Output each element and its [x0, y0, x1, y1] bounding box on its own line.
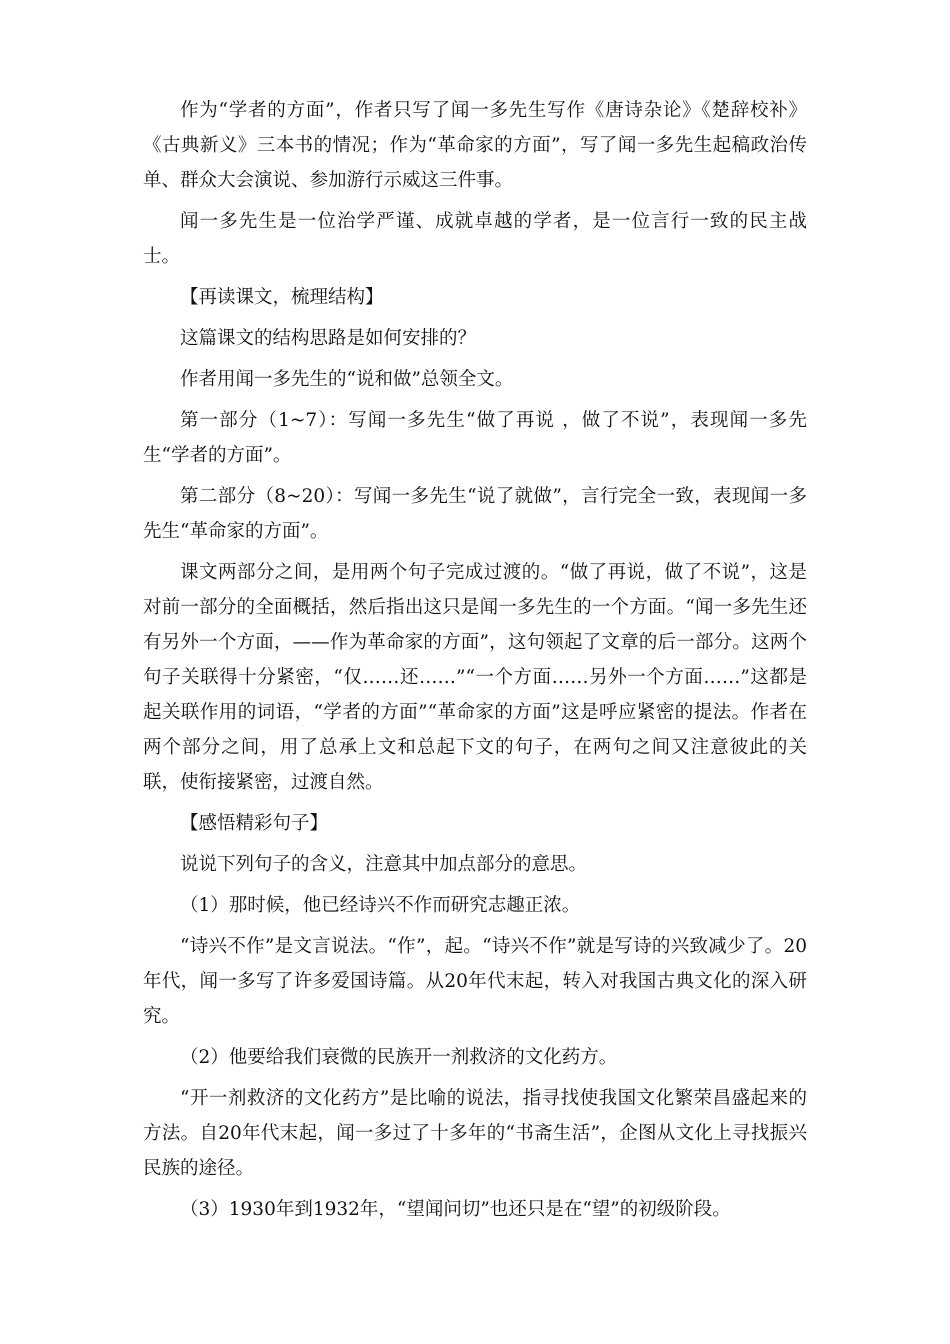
- paragraph-transition: 课文两部分之间，是用两个句子完成过渡的。“做了再说，做了不说”，这是对前一部分的全面概括，然后指出这只是闻一多先生的一个方面。“闻一多先生还有另外一个方面，——作为革命家的方面”，这句领起了文章的后一部分。这两个句子关联得十分紧密，“仅……还……”“一个方面……另外一个方面……”这都是起关联作用的词语，“学者的方面”“革命家的方面”这是呼应紧密的提法。作者在两个部分之间，用了总承上文和总起下文的句子，在两句之间又注意彼此的关联，使衔接紧密，过渡自然。: [143, 562, 807, 793]
- paragraph-instruction: 说说下列句子的含义，注意其中加点部分的意思。: [180, 854, 588, 875]
- paragraph-part-one: 第一部分（1~7）：写闻一多先生“做了再说 ，做了不说”，表现闻一多先生“学者的方面”。: [143, 410, 807, 466]
- sentence-explanation-1: “诗兴不作”是文言说法。“作”，起。“诗兴不作”就是写诗的兴致减少了。20年代，闻一多写了许多爱国诗篇。从20年代末起，转入对我国古典文化的深入研究。: [143, 936, 807, 1027]
- paragraph-question-structure: 这篇课文的结构思路是如何安排的？: [180, 328, 477, 349]
- section-heading-structure: 【再读课文，梳理结构】: [180, 287, 384, 308]
- document-body: [143, 93, 807, 1233]
- section-heading-sentences: 【感悟精彩句子】: [180, 813, 329, 834]
- paragraph-summary: 闻一多先生是一位治学严谨、成就卓越的学者，是一位言行一致的民主战士。: [143, 211, 807, 267]
- sentence-item-3: （3）1930年到1932年，“望闻问切”也还只是在“望”的初级阶段。: [180, 1199, 731, 1220]
- paragraph-overview: 作者用闻一多先生的“说和做”总领全文。: [180, 369, 514, 390]
- sentence-explanation-2: “开一剂救济的文化药方”是比喻的说法，指寻找使我国文化繁荣昌盛起来的方法。自20年代末起，闻一多过了十多年的“书斋生活”，企图从文化上寻找振兴民族的途径。: [143, 1088, 807, 1179]
- sentence-item-1: （1）那时候，他已经诗兴不作而研究志趣正浓。: [180, 895, 581, 916]
- paragraph-scholar-aspect: 作为“学者的方面”，作者只写了闻一多先生写作《唐诗杂论》《楚辞校补》《古典新义》三本书的情况；作为“革命家的方面”，写了闻一多先生起稿政治传单、群众大会演说、参加游行示威这三件事。: [143, 100, 807, 191]
- sentence-item-2: （2）他要给我们衰微的民族开一剂救济的文化药方。: [180, 1047, 618, 1068]
- paragraph-part-two: 第二部分（8~20）：写闻一多先生“说了就做”，言行完全一致，表现闻一多先生“革命家的方面”。: [143, 486, 807, 542]
